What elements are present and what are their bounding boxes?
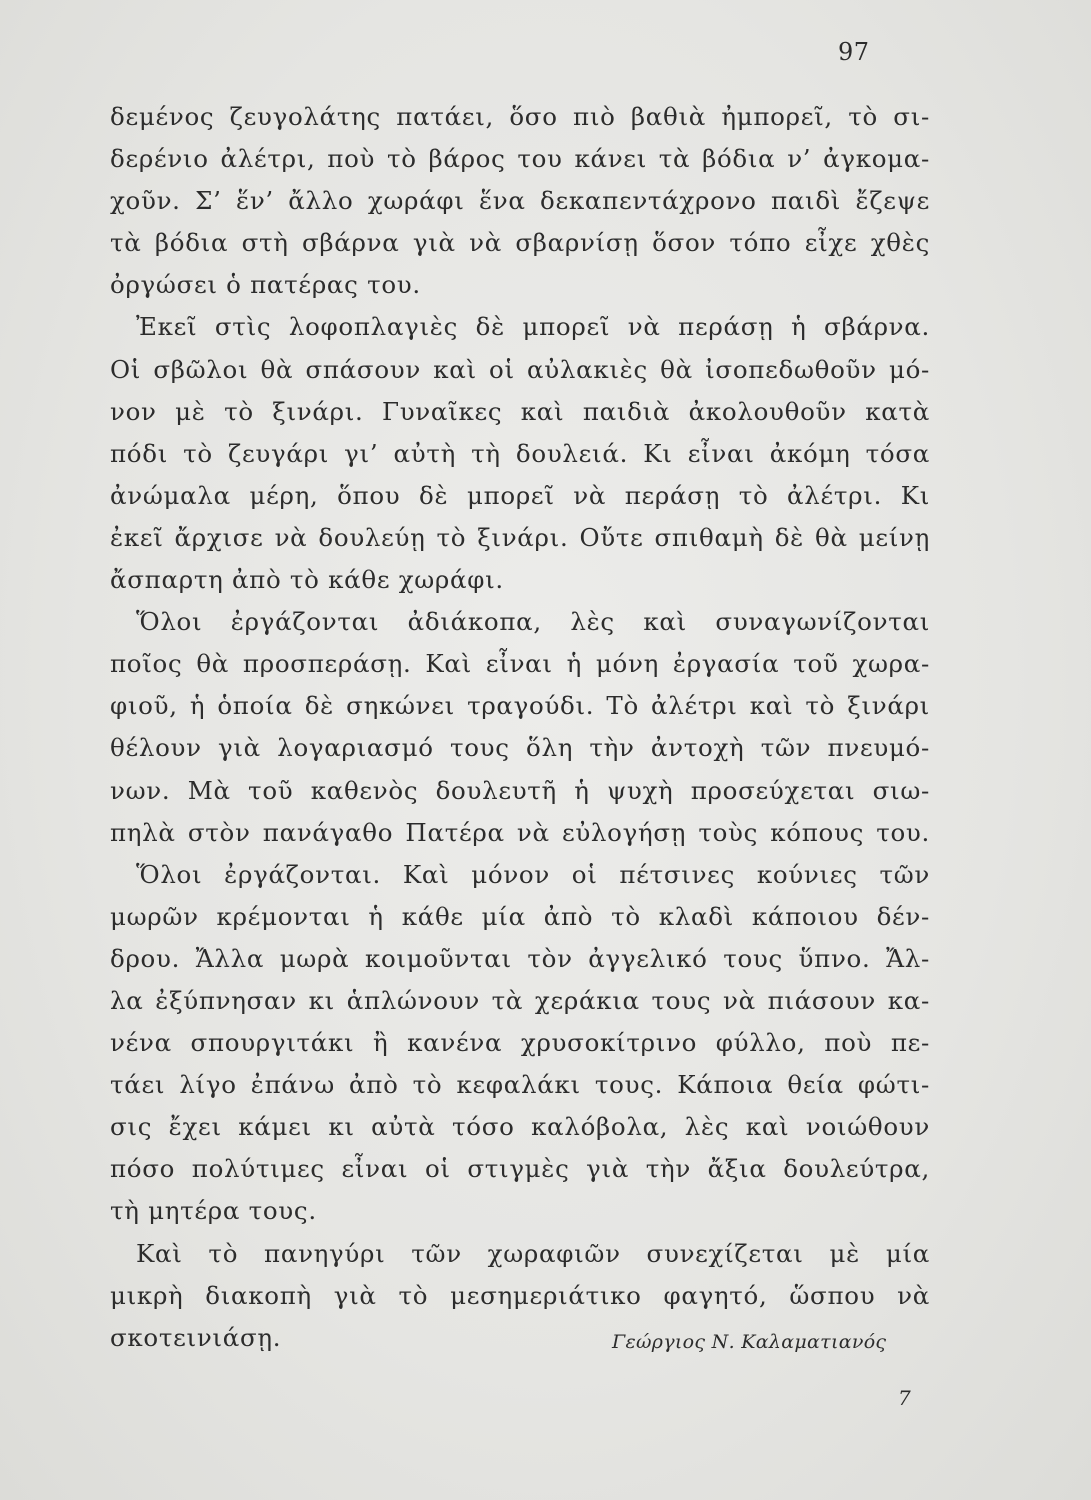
text-line: σκοτεινιάσῃ. — [110, 1322, 282, 1352]
text-line: μικρὴ διακοπὴ γιὰ τὸ μεσημεριάτικο φαγητό, ὥσπου νὰ — [110, 1280, 930, 1310]
text-line: τάει λίγο ἐπάνω ἀπὸ τὸ κεφαλάκι τους. Κάποια θεία φώτι- — [110, 1070, 930, 1100]
text-line: ἐκεῖ ἄρχισε νὰ δουλεύῃ τὸ ξινάρι. Οὔτε σπιθαμὴ δὲ θὰ μείνῃ — [110, 522, 930, 552]
text-line: σις ἔχει κάμει κι αὐτὰ τόσο καλόβολα, λὲς καὶ νοιώθουν — [110, 1112, 930, 1142]
text-line: μωρῶν κρέμονται ἡ κάθε μία ἀπὸ τὸ κλαδὶ κάποιου δέν- — [110, 901, 930, 931]
text-line: νον μὲ τὸ ξινάρι. Γυναῖκες καὶ παιδιὰ ἀκολουθοῦν κατὰ — [110, 396, 930, 426]
text-line: ὀργώσει ὁ πατέρας του. — [110, 270, 421, 300]
text-line: δερένιο ἀλέτρι, ποὺ τὸ βάρος του κάνει τὰ βόδια ν’ ἀγκομα- — [110, 144, 930, 174]
text-line: νων. Μὰ τοῦ καθενὸς δουλευτῆ ἡ ψυχὴ προσεύχεται σιω- — [110, 775, 930, 805]
text-line: θέλουν γιὰ λογαριασμό τους ὅλη τὴν ἀντοχὴ τῶν πνευμό- — [110, 733, 930, 763]
text-line: δρου. Ἄλλα μωρὰ κοιμοῦνται τὸν ἀγγελικό τους ὕπνο. Ἄλ- — [110, 943, 930, 973]
text-line: δεμένος ζευγολάτης πατάει, ὅσο πιὸ βαθιὰ ἠμπορεῖ, τὸ σι- — [110, 102, 930, 131]
body-text — [110, 96, 930, 1359]
text-line: Καὶ τὸ πανηγύρι τῶν χωραφιῶν συνεχίζεται μὲ μία — [136, 1238, 930, 1268]
text-line: ποῖος θὰ προσπεράσῃ. Καὶ εἶναι ἡ μόνη ἐργασία τοῦ χωρα- — [110, 649, 930, 679]
author-signature: Γεώργιος Ν. Καλαματιανός — [612, 1331, 887, 1353]
text-line: ἄσπαρτη ἀπὸ τὸ κάθε χωράφι. — [110, 565, 504, 595]
text-line: Ὅλοι ἐργάζονται. Καὶ μόνον οἱ πέτσινες κούνιες τῶν — [136, 859, 930, 889]
text-line: πόσο πολύτιμες εἶναι οἱ στιγμὲς γιὰ τὴν ἄξια δουλεύτρα, — [110, 1154, 930, 1184]
text-line: Ἐκεῖ στὶς λοφοπλαγιὲς δὲ μπορεῖ νὰ περάσῃ ἡ σβάρνα. — [136, 312, 930, 342]
text-line: χοῦν. Σ’ ἕν’ ἄλλο χωράφι ἕνα δεκαπεντάχρονο παιδὶ ἔζεψε — [110, 186, 930, 216]
text-line: Οἱ σβῶλοι θὰ σπάσουν καὶ οἱ αὐλακιὲς θὰ ἰσοπεδωθοῦν μό- — [110, 354, 930, 384]
text-line: λα ἐξύπνησαν κι ἁπλώνουν τὰ χεράκια τους νὰ πιάσουν κα- — [110, 985, 930, 1015]
text-line: Ὅλοι ἐργάζονται ἀδιάκοπα, λὲς καὶ συναγωνίζονται — [136, 607, 930, 637]
text-line: φιοῦ, ἡ ὁποία δὲ σηκώνει τραγούδι. Τὸ ἀλέτρι καὶ τὸ ξινάρι — [110, 691, 930, 721]
text-line: τὴ μητέρα τους. — [110, 1196, 317, 1226]
text-line: τὰ βόδια στὴ σβάρνα γιὰ νὰ σβαρνίσῃ ὅσον τόπο εἶχε χθὲς — [110, 228, 930, 258]
text-line: ἀνώμαλα μέρη, ὅπου δὲ μπορεῖ νὰ περάσῃ τὸ ἀλέτρι. Κι — [110, 480, 930, 510]
text-line: νένα σπουργιτάκι ἢ κανένα χρυσοκίτρινο φύλλο, ποὺ πε- — [110, 1028, 930, 1058]
text-line: πηλὰ στὸν πανάγαθο Πατέρα νὰ εὐλογήσῃ τοὺς κόπους του. — [110, 817, 930, 847]
signature-mark: 7 — [898, 1386, 911, 1410]
page-number: 97 — [838, 38, 870, 66]
text-line: πόδι τὸ ζευγάρι γι’ αὐτὴ τὴ δουλειά. Κι εἶναι ἀκόμη τόσα — [110, 438, 930, 468]
